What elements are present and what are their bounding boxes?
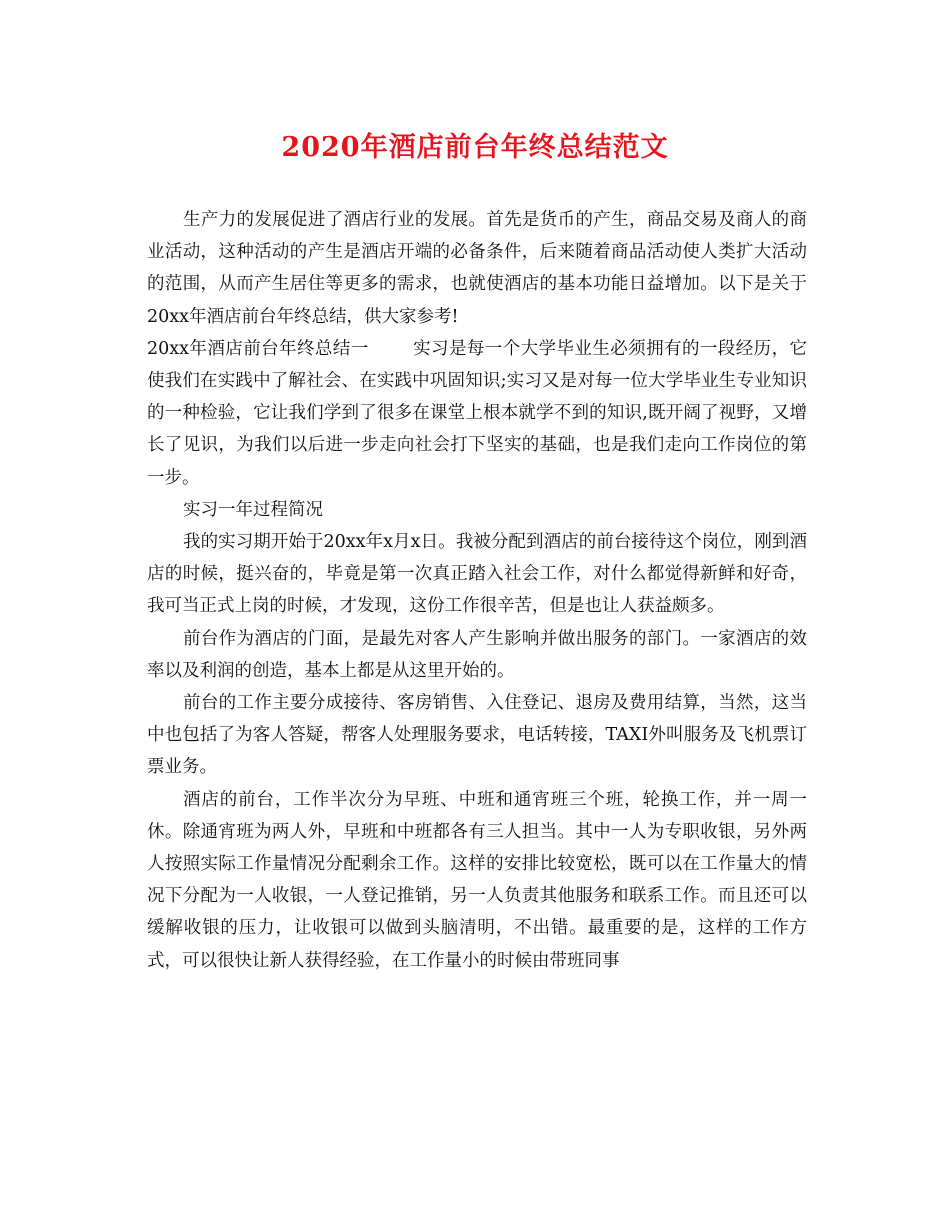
document-title: 2020年酒店前台年终总结范文 bbox=[281, 132, 669, 163]
intro-paragraph: 生产力的发展促进了酒店行业的发展。首先是货币的产生，商品交易及商人的商业活动，这种活动的产生是酒店开端的必备条件，后来随着商品活动使人类扩大活动的范围，从而产生居住等更多的需求，也就使酒店的基本功能日益增加。以下是关于20xx年酒店前台年终总结，供大家参考! bbox=[147, 210, 807, 327]
document-body bbox=[147, 204, 807, 977]
section-heading: 20xx年酒店前台年终总结一 bbox=[147, 338, 369, 359]
sub-heading: 实习一年过程简况 bbox=[183, 499, 323, 520]
body-paragraph: 酒店的前台，工作半次分为早班、中班和通宵班三个班，轮换工作，并一周一休。除通宵班为两人外，早班和中班都各有三人担当。其中一人为专职收银，另外两人按照实际工作量情况分配剩余工作。这样的安排比较宽松，既可以在工作量大的情况下分配为一人收银，一人登记推销，另一人负责其他服务和联系工作。而且还可以缓解收银的压力，让收银可以做到头脑清明，不出错。最重要的是，这样的工作方式，可以很快让新人获得经验，在工作量小的时候由带班同事 bbox=[147, 789, 807, 971]
body-paragraph: 前台作为酒店的门面，是最先对客人产生影响并做出服务的部门。一家酒店的效率以及利润的创造，基本上都是从这里开始的。 bbox=[147, 628, 807, 681]
body-paragraph: 前台的工作主要分成接待、客房销售、入住登记、退房及费用结算，当然，这当中也包括了为客人答疑，帮客人处理服务要求，电话转接，TAXI外叫服务及飞机票订票业务。 bbox=[147, 693, 807, 778]
section-text: 实习是每一个大学毕业生必须拥有的一段经历，它使我们在实践中了解社会、在实践中巩固知识;实习又是对每一位大学毕业生专业知识的一种检验，它让我们学到了很多在课堂上根本就学不到的知识,既开阔了视野，又增长了见识，为我们以后进一步走向社会打下坚实的基础，也是我们走向工作岗位的第一步。 bbox=[147, 338, 807, 488]
section-paragraph bbox=[147, 333, 807, 494]
body-paragraph: 我的实习期开始于20xx年x月x日。我被分配到酒店的前台接待这个岗位，刚到酒店的时候，挺兴奋的，毕竟是第一次真正踏入社会工作，对什么都觉得新鲜和好奇，我可当正式上岗的时候，才发现，这份工作很辛苦，但是也让人获益颇多。 bbox=[147, 532, 807, 617]
